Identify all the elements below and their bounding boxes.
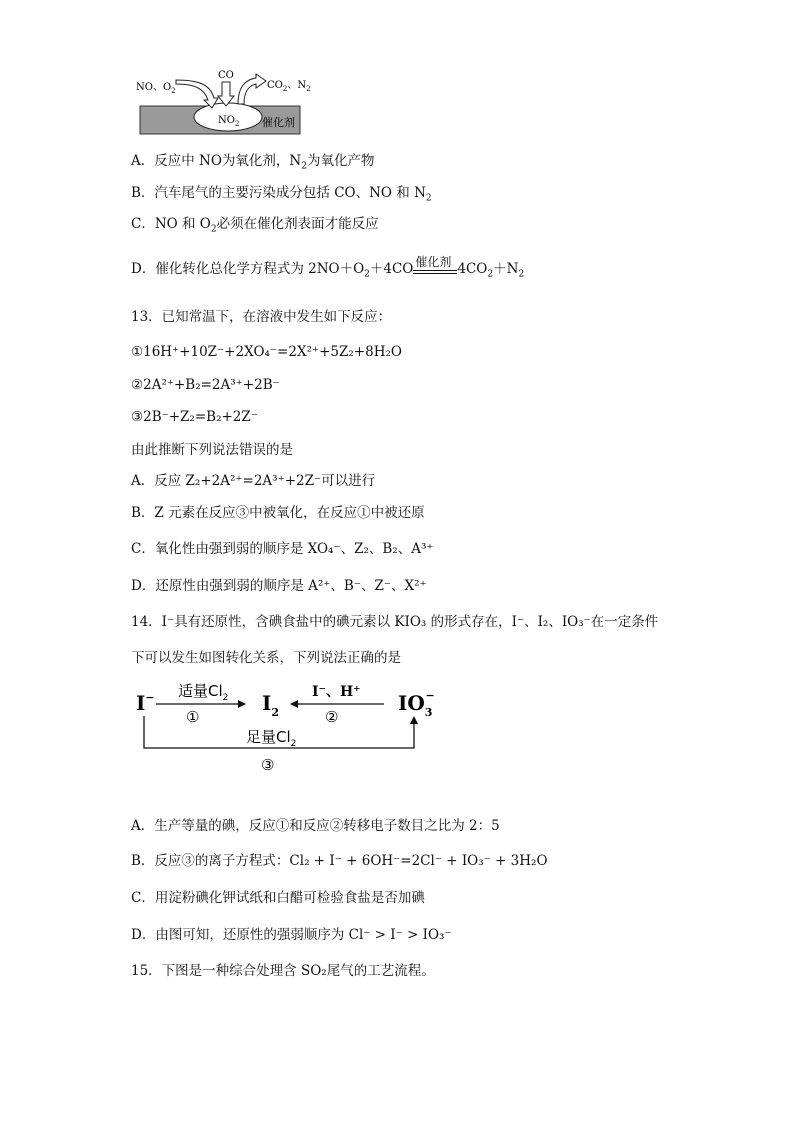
node-i-minus: I− [136,691,155,715]
no-o2-label: NO、$O_2$ [136,82,176,95]
arrow-in-icon [176,80,218,108]
node-io3: $IO_3-$ [398,689,435,719]
arrow3-number: ③ [261,756,275,774]
arrow2-head-icon [290,700,298,708]
q14-option-b: B．反应③的离子方程式：Cl₂ + I⁻ + 6OH⁻=2Cl⁻ + IO₃⁻ + 3H₂O [131,853,548,869]
q14-option-d: D．由图可知，还原性的强弱顺序为 Cl⁻ > I⁻ > IO₃⁻ [131,927,452,943]
arrow2-number: ② [325,708,339,726]
q12-option-c: C．NO 和 $O_2$必须在催化剂表面才能反应 [131,216,379,235]
q13-reaction-1: ①16H⁺+10Z⁻+2XO₄⁻=2X²⁺+5Z₂+8H₂O [131,344,402,360]
co2-n2-label: $CO_2$、$N_2$ [267,80,311,93]
q13-stem: 13．已知常温下，在溶液中发生如下反应： [131,309,392,325]
q12-option-a: A．反应中 NO为氧化剂，$N_2$为氧化产物 [131,153,375,172]
q12-option-d: D．催化转化总化学方程式为 $2NO+O_2+4CO$ 催化剂 $4CO_2+N_2$ [131,255,525,280]
arrow1-label: 适量$Cl_2$ [178,682,229,703]
q13-ask: 由此推断下列说法错误的是 [131,442,293,458]
q13-option-b: B．Z 元素在反应③中被氧化，在反应①中被还原 [131,505,425,521]
q13-option-a: A．反应 Z₂+2A²⁺=2A³⁺+2Z⁻可以进行 [131,473,376,489]
q13-reaction-3: ③2B⁻+Z₂=B₂+2Z⁻ [131,409,258,425]
q14-stem-line2: 下可以发生如图转化关系，下列说法正确的是 [131,650,401,666]
arrow-down-icon [218,82,234,106]
catalyst-condition-arrow: 催化剂 [413,260,457,278]
arrow-out-icon [238,74,266,104]
q15-stem: 15．下图是一种综合处理含 SO₂尾气的工艺流程。 [131,963,435,979]
iodine-conversion-diagram [134,676,434,774]
catalyst-label: 催化剂 [262,116,295,129]
arrow1-number: ① [186,708,200,726]
q14-option-c: C．用淀粉碘化钾试纸和白醋可检验食盐是否加碘 [131,890,425,906]
no2-label: $NO_2$ [218,115,240,128]
arrow2-label: I⁻、H⁺ [312,684,361,700]
q13-option-c: C．氧化性由强到弱的顺序是 XO₄⁻、Z₂、B₂、A³⁺ [131,541,434,557]
q13-option-d: D．还原性由强到弱的顺序是 A²⁺、B⁻、Z⁻、X²⁺ [131,578,427,594]
q14-stem-line1: 14．I⁻具有还原性，含碘食盐中的碘元素以 KIO₃ 的形式存在，I⁻、I₂、IO₃⁻在一定条件 [131,614,659,630]
q12-option-b: B．汽车尾气的主要污染成分包括 CO、NO 和 $N_2$ [131,185,432,204]
catalyst-diagram [134,62,311,138]
q14-option-a: A．生产等量的碘，反应①和反应②转移电子数目之比为 2：5 [131,818,500,834]
q13-reaction-2: ②2A²⁺+B₂=2A³⁺+2B⁻ [131,377,280,393]
arrow1-head-icon [238,700,246,708]
arrow3-head-icon [410,716,418,724]
arrow3-label: 足量$Cl_2$ [246,728,297,749]
co-label: CO [218,70,234,81]
node-i2: $I_2$ [262,691,280,719]
